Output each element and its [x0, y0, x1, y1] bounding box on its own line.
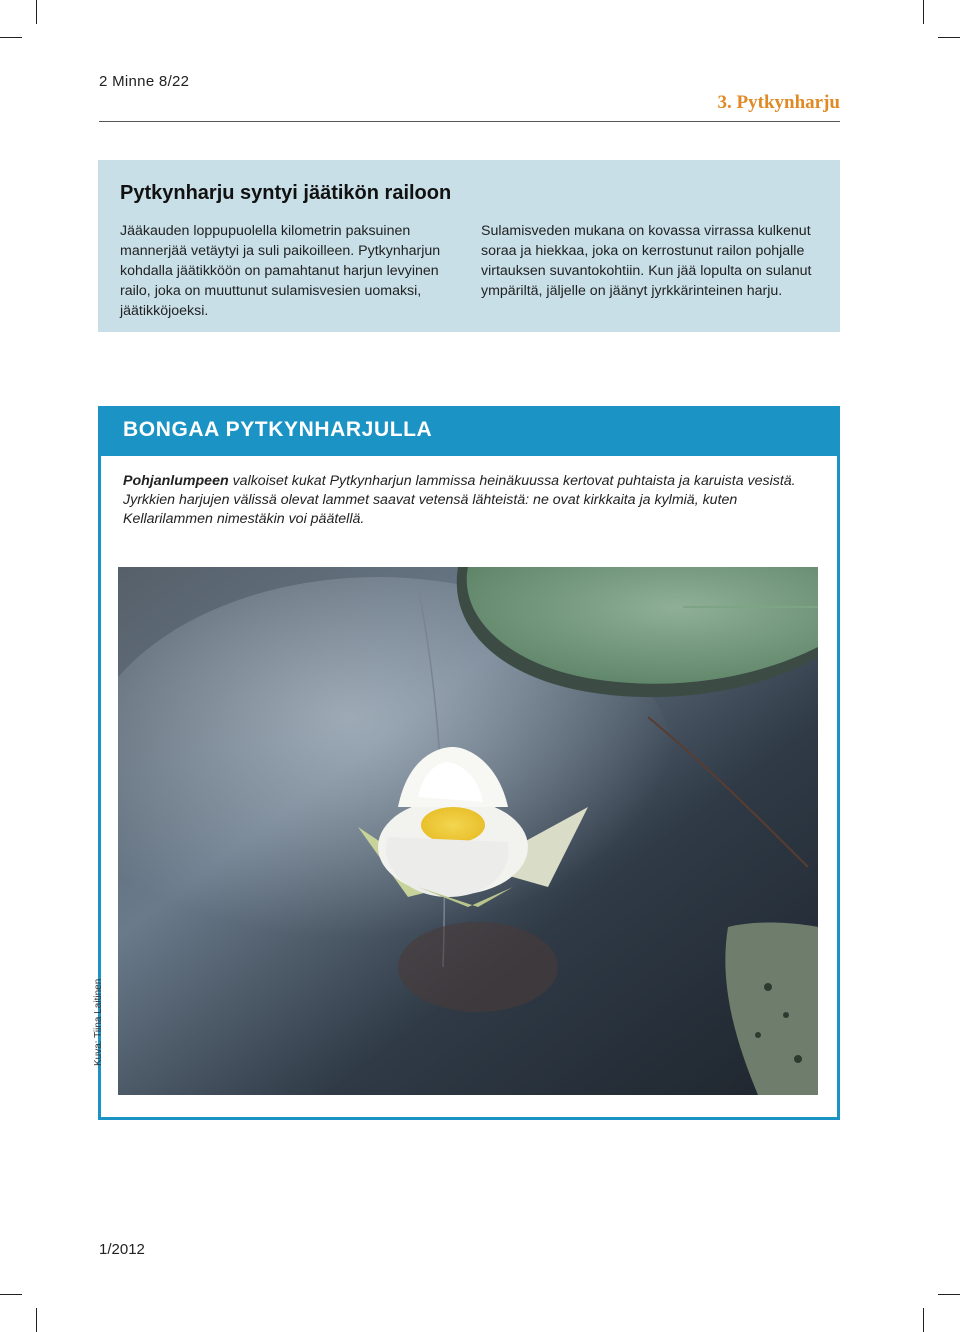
crop-mark	[0, 37, 22, 38]
feature-title: BONGAA PYTKYNHARJULLA	[123, 418, 433, 441]
header-divider	[99, 121, 840, 122]
feature-box	[93, 406, 840, 1120]
photo-credit: Kuva: Tiina Laitinen	[93, 978, 104, 1066]
crop-mark	[938, 1294, 960, 1295]
crop-mark	[923, 1308, 924, 1332]
intro-right-column: Sulamisveden mukana on kovassa virrassa kulkenut soraa ja hiekkaa, joka on kerrostunut railon pohjalle virtauksen suvantokohtiin. Kun jää lopulta on sulanut ympäriltä, jäljelle on jäänyt jyrkkärinteinen harju.	[481, 223, 812, 299]
crop-mark	[0, 1294, 22, 1295]
feature-lead-word: Pohjanlumpeen	[123, 473, 229, 489]
intro-left-column: Jääkauden loppupuolella kilometrin paksuinen mannerjää vetäytyi ja suli paikoilleen. Pytkynharjun kohdalla jäätikköön on pamahtanut harjun levyinen railo, joka on muuttunut sulamisvesien uomaksi, jäätikköjoeksi.	[120, 223, 441, 319]
feature-title-band	[101, 406, 837, 456]
crop-mark	[36, 1308, 37, 1332]
water-lily-photo	[118, 567, 818, 1095]
feature-body: valkoiset kukat Pytkynharjun lammissa heinäkuussa kertovat puhtaista ja karuista vesistä. Jyrkkien harjujen välissä olevat lammet saavat vetensä lähteistä: ne ovat kirkkaita ja kylmiä, kuten Kellarilammen nimestäkin voi päätellä.	[123, 473, 796, 527]
crop-mark	[923, 0, 924, 24]
running-head: 2 Minne 8/22	[99, 73, 190, 90]
section-title: 3. Pytkynharju	[717, 92, 840, 113]
crop-mark	[938, 37, 960, 38]
intro-heading: Pytkynharju syntyi jäätikön railoon	[120, 182, 452, 204]
crop-mark	[36, 0, 37, 24]
issue-number: 1/2012	[99, 1241, 145, 1258]
water-lily-image	[118, 567, 818, 1095]
intro-box	[98, 160, 840, 332]
feature-text	[123, 472, 818, 529]
